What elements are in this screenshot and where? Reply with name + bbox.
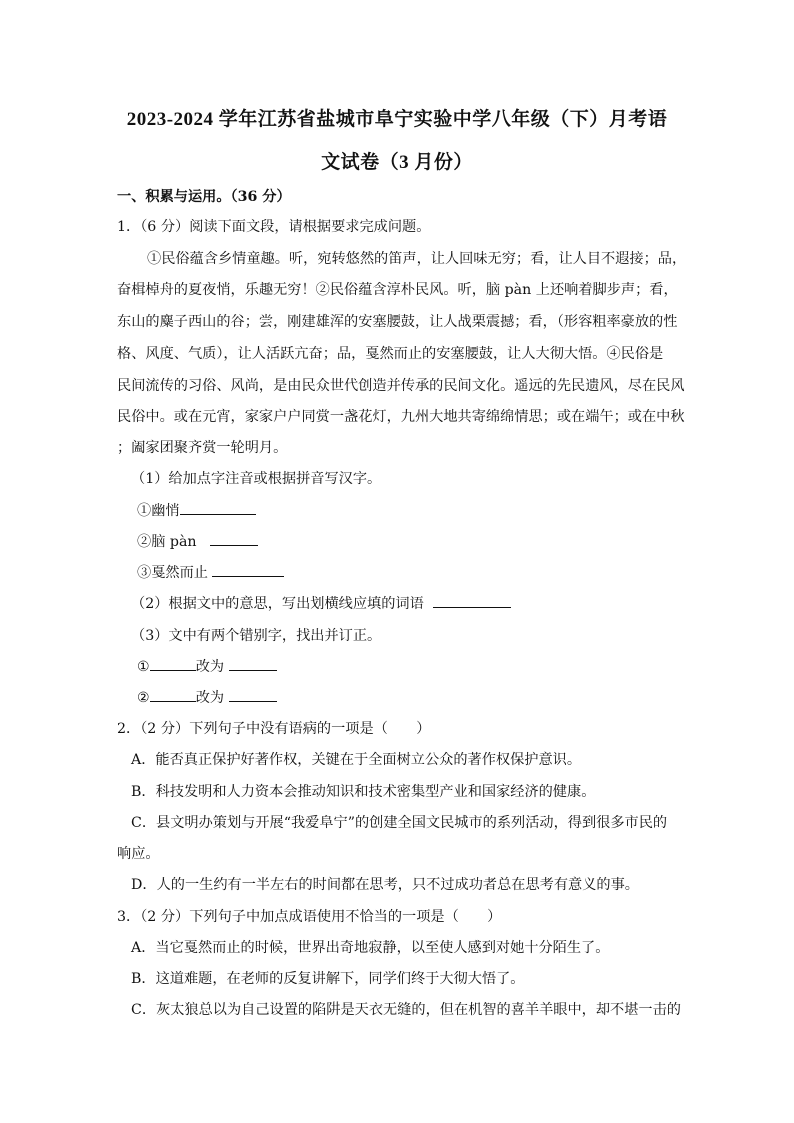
q3-option-a: A．当它戛然而止的时候，世界出奇地寂静，以至使人感到对她十分陌生了。 [131, 940, 610, 956]
answer-blank[interactable] [212, 562, 284, 577]
q1-item-2 [137, 531, 258, 551]
answer-blank[interactable] [229, 656, 277, 671]
q1-fix-1 [137, 656, 277, 676]
q1-sub2-text: （2）根据文中的意思，写出划横线应填的词语 [131, 596, 424, 612]
q1-passage-line: 民俗中。或在元宵，家家户户同赏一盏花灯，九州大地共寄绵绵情思；或在端午；或在中秋 [117, 409, 685, 425]
q1-passage-line: 奋楫棹舟的夏夜悄，乐趣无穷！②民俗蕴含淳朴民风。听，脑 pàn 上还响着脚步声；看， [117, 282, 678, 298]
q1-sub3: （3）文中有两个错别字，找出并订正。 [131, 628, 382, 644]
fix-mid: 改为 [195, 659, 225, 675]
fix-prefix: ② [137, 690, 150, 706]
answer-blank[interactable] [150, 656, 196, 671]
q1-passage-line: ①民俗蕴含乡情童趣。听，宛转悠然的笛声，让人回味无穷；看，让人目不遐接；品， [147, 251, 687, 267]
answer-blank[interactable] [229, 687, 277, 702]
q1-sub1: （1）给加点字注音或根据拼音写汉字。 [131, 471, 382, 487]
exam-title-line1: 2023-2024 学年江苏省盐城市阜宁实验中学八年级（下）月考语 [126, 109, 668, 130]
q1-passage-line: 格、风度、气质），让人活跃亢奋；品，戛然而止的安塞腰鼓，让人大彻大悟。④民俗是 [117, 346, 664, 362]
q1-fix-2 [137, 687, 277, 707]
q2-option-c-cont: 响应。 [117, 846, 160, 862]
q2-stem: 2．（2 分）下列句子中没有语病的一项是（ ） [117, 721, 431, 737]
q3-option-c: C．灰太狼总以为自己设置的陷阱是天衣无缝的，但在机智的喜羊羊眼中，却不堪一击的 [131, 1002, 681, 1018]
q3-stem: 3．（2 分）下列句子中加点成语使用不恰当的一项是（ ） [117, 909, 502, 925]
section-heading: 一、积累与运用。（36 分） [117, 189, 291, 205]
q2-option-b: B．科技发明和人力资本会推动知识和技术密集型产业和国家经济的健康。 [131, 784, 596, 800]
q1-passage-line: 东山的麋子西山的谷；尝，刚建雄浑的安塞腰鼓，让人战栗震撼；看，（形容粗率豪放的性 [117, 314, 678, 330]
q1-item-1 [137, 500, 256, 520]
exam-title-line2: 文试卷（3 月份） [321, 152, 473, 173]
q1-sub2 [131, 593, 511, 613]
q1-item-label: ①幽悄 [137, 503, 180, 519]
q1-passage-line: ；阖家团聚齐赏一轮明月。 [117, 440, 288, 456]
answer-blank[interactable] [433, 593, 511, 608]
q1-stem: 1．（6 分）阅读下面文段，请根据要求完成问题。 [117, 219, 431, 235]
q1-item-3 [137, 562, 284, 582]
answer-blank[interactable] [180, 500, 256, 515]
fix-mid: 改为 [195, 690, 225, 706]
q3-option-b: B．这道难题，在老师的反复讲解下，同学们终于大彻大悟了。 [131, 971, 525, 987]
fix-prefix: ① [137, 659, 150, 675]
q1-item-label: ②脑 pàn [137, 534, 197, 550]
q2-option-c: C．县文明办策划与开展“我爱阜宁”的创建全国文民城市的系列活动，得到很多市民的 [131, 815, 668, 831]
q1-item-label: ③戛然而止 [137, 565, 208, 581]
q2-option-d: D．人的一生约有一半左右的时间都在思考，只不过成功者总在思考有意义的事。 [131, 877, 639, 893]
q1-passage-line: 民间流传的习俗、风尚，是由民众世代创造并传承的民间文化。遥远的先民遗风，尽在民风 [117, 378, 685, 394]
answer-blank[interactable] [210, 531, 258, 546]
answer-blank[interactable] [150, 687, 196, 702]
q2-option-a: A．能否真正保护好著作权，关键在于全面树立公众的著作权保护意识。 [131, 752, 582, 768]
